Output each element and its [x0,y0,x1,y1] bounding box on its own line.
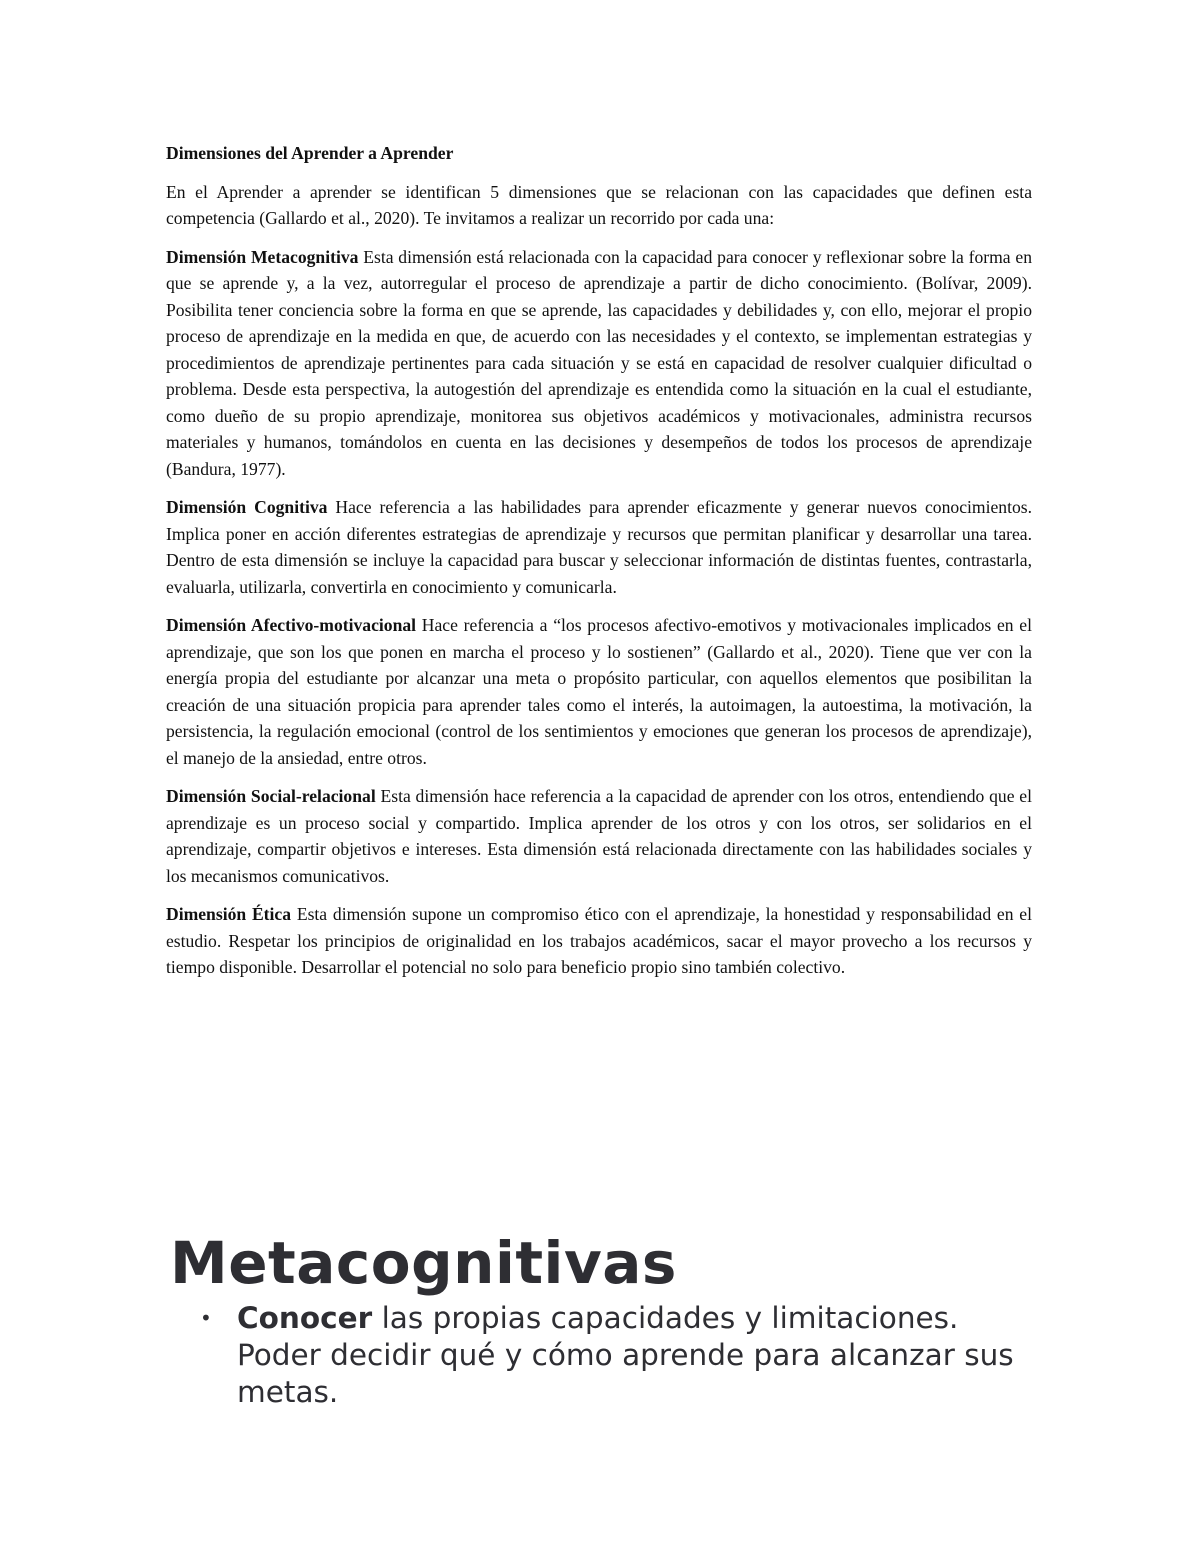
slide-title: Metacognitivas [170,1229,677,1297]
section-text: Esta dimensión está relacionada con la capacidad para conocer y reflexionar sobre la forma en que se aprende y, a la vez, autorregular el proceso de aprendizaje a partir de dicho conocimiento. (Bolívar, 2009). Posibilita tener conciencia sobre la forma en que se aprende, las capacidades y debilidades y, con ello, mejorar el propio proceso de aprendizaje en la medida en que, de acuerdo con las necesidades y el contexto, se implementan estrategias y procedimientos de aprendizaje pertinentes para cada situación y se está en capacidad de resolver cualquier dificultad o problema. Desde esta perspectiva, la autogestión del aprendizaje es entendida como la situación en la cual el estudiante, como dueño de su propio aprendizaje, monitorea sus objetivos académicos y motivacionales, administra recursos materiales y humanos, tomándolos en cuenta en las decisiones y desempeños de todos los procesos de aprendizaje (Bandura, 1977). [166,246,1033,479]
section-cognitiva [166,494,1032,600]
bullet-icon: • [200,1306,212,1330]
section-social-relacional [166,783,1032,889]
section-etica [166,901,1032,981]
section-text: Hace referencia a “los procesos afectivo-emotivos y motivacionales implicados en el aprendizaje, que son los que ponen en marcha el proceso y lo sostienen” (Gallardo et al., 2020). Tiene que ver con la energía propia del estudiante por alcanzar una meta o propósito particular, con aquellos elementos que posibilitan la creación de una situación propicia para aprender tales como el interés, la autoimagen, la autoestima, la motivación, la persistencia, la regulación emocional (control de los sentimientos y emociones que generan los procesos de aprendizaje), el manejo de la ansiedad, entre otros. [166,615,1033,768]
section-heading: Dimensión Metacognitiva [166,246,359,267]
section-afectivo-motivacional [166,612,1032,771]
document-title: Dimensiones del Aprender a Aprender [166,143,454,163]
section-metacognitiva [166,244,1032,483]
intro-paragraph: En el Aprender a aprender se identifican 5 dimensiones que se relacionan con las capacidades que definen esta competencia (Gallardo et al., 2020). Te invitamos a realizar un recorrido por cada una: [166,181,1032,228]
section-heading: Dimensión Afectivo-motivacional [166,615,417,635]
list-item [170,1300,1037,1411]
slide-bullet-list [170,1300,1070,1411]
section-text: Esta dimensión supone un compromiso ético con el aprendizaje, la honestidad y responsabilidad en el estudio. Respetar los principios de originalidad en los trabajos académicos, sacar el mayor provecho a los recursos y tiempo disponible. Desarrollar el potencial no solo para beneficio propio sino también colectivo. [166,904,1032,977]
bullet-text: las propias capacidades y limitaciones. Poder decidir qué y cómo aprende para alcanzar sus metas. [237,1301,1014,1409]
section-text: Esta dimensión hace referencia a la capacidad de aprender con los otros, entendiendo que el aprendizaje es un proceso social y compartido. Implica aprender de los otros y con los otros, ser solidarios en el aprendizaje, compartir objetivos e intereses. Esta dimensión está relacionada directamente con las habilidades sociales y los mecanismos comunicativos. [166,786,1032,886]
document-body [166,140,1032,993]
section-text: Hace referencia a las habilidades para aprender eficazmente y generar nuevos conocimientos. Implica poner en acción diferentes estrategias de aprendizaje y recursos que permitan planificar y desarrollar una tarea. Dentro de esta dimensión se incluye la capacidad para buscar y seleccionar información de distintas fuentes, contrastarla, evaluarla, utilizarla, convertirla en conocimiento y comunicarla. [166,497,1033,597]
section-heading: Dimensión Cognitiva [166,497,328,517]
section-heading: Dimensión Social-relacional [166,786,376,806]
bullet-keyword: Conocer [237,1301,373,1335]
section-heading: Dimensión Ética [166,904,292,924]
embedded-slide [170,1228,1070,1411]
